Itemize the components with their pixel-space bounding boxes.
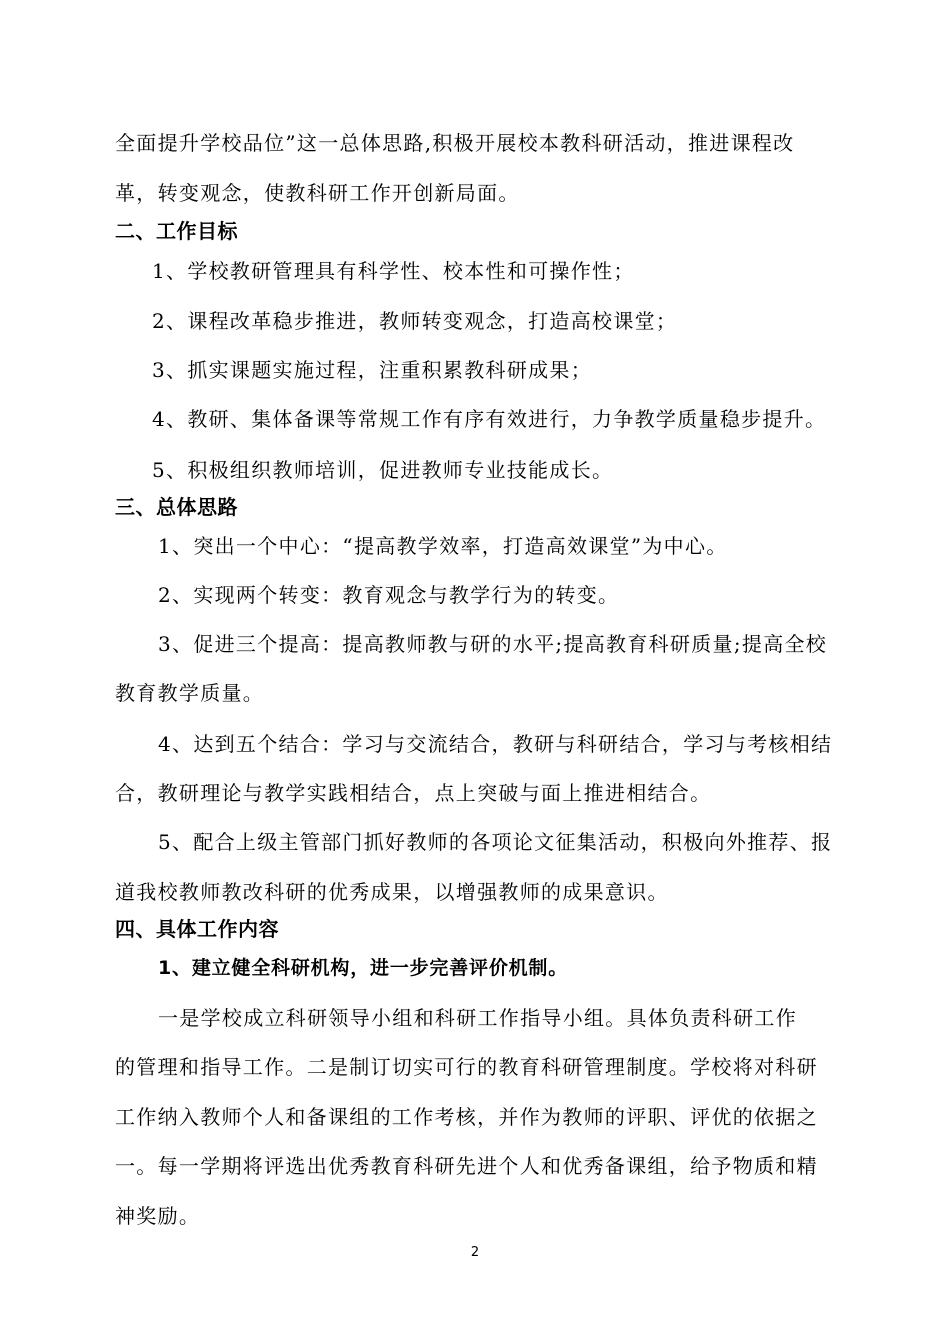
content-paragraph-line-2: 的管理和指导工作。二是制订切实可行的教育科研管理制度。学校将对科研 [115,1055,818,1079]
section-heading-goals: 二、工作目标 [115,219,238,243]
goal-item-1: 1、学校教研管理具有科学性、校本性和可操作性； [152,259,635,283]
approach-item-3-line-1: 3、促进三个提高：提高教师教与研的水平;提高教育科研质量;提高全校 [158,632,828,656]
approach-item-4-line-1: 4、达到五个结合：学习与交流结合，教研与科研结合，学习与考核相结 [158,732,833,756]
content-paragraph-line-3: 工作纳入教师个人和备课组的工作考核，并作为教师的评职、评优的依据之 [115,1105,818,1129]
content-subheading-1: 1、建立健全科研机构，进一步完善评价机制。 [158,957,569,979]
content-paragraph-line-1: 一是学校成立科研领导小组和科研工作指导小组。具体负责科研工作 [158,1006,797,1030]
section-heading-content: 四、具体工作内容 [115,917,279,941]
goal-item-4: 4、教研、集体备课等常规工作有序有效进行，力争教学质量稳步提升。 [152,407,827,431]
approach-item-2: 2、实现两个转变：教育观念与教学行为的转变。 [158,583,620,607]
approach-item-3-line-2: 教育教学质量。 [115,681,265,705]
approach-item-5-line-2: 道我校教师教改科研的优秀成果，以增强教师的成果意识。 [115,880,669,904]
approach-item-1: 1、突出一个中心：“提高教学效率，打造高效课堂”为中心。 [158,534,728,558]
content-paragraph-line-4: 一。每一学期将评选出优秀教育科研先进个人和优秀备课组，给予物质和精 [115,1154,818,1178]
content-paragraph-line-5: 神奖励。 [115,1204,201,1228]
goal-item-2: 2、课程改革稳步推进，教师转变观念，打造高校课堂； [152,309,678,333]
approach-item-4-line-2: 合，教研理论与教学实践相结合，点上突破与面上推进相结合。 [115,781,712,805]
intro-line-1: 全面提升学校品位”这一总体思路,积极开展校本教科研活动，推进课程改 [115,131,795,155]
intro-line-2: 革，转变观念，使教科研工作开创新局面。 [115,181,520,205]
section-heading-approach: 三、总体思路 [115,495,238,519]
goal-item-3: 3、抓实课题实施过程，注重积累教科研成果； [152,358,593,382]
approach-item-5-line-1: 5、配合上级主管部门抓好教师的各项论文征集活动，积极向外推荐、报 [158,830,833,854]
page-number: 2 [470,1245,480,1260]
goal-item-5: 5、积极组织教师培训，促进教师专业技能成长。 [152,458,614,482]
